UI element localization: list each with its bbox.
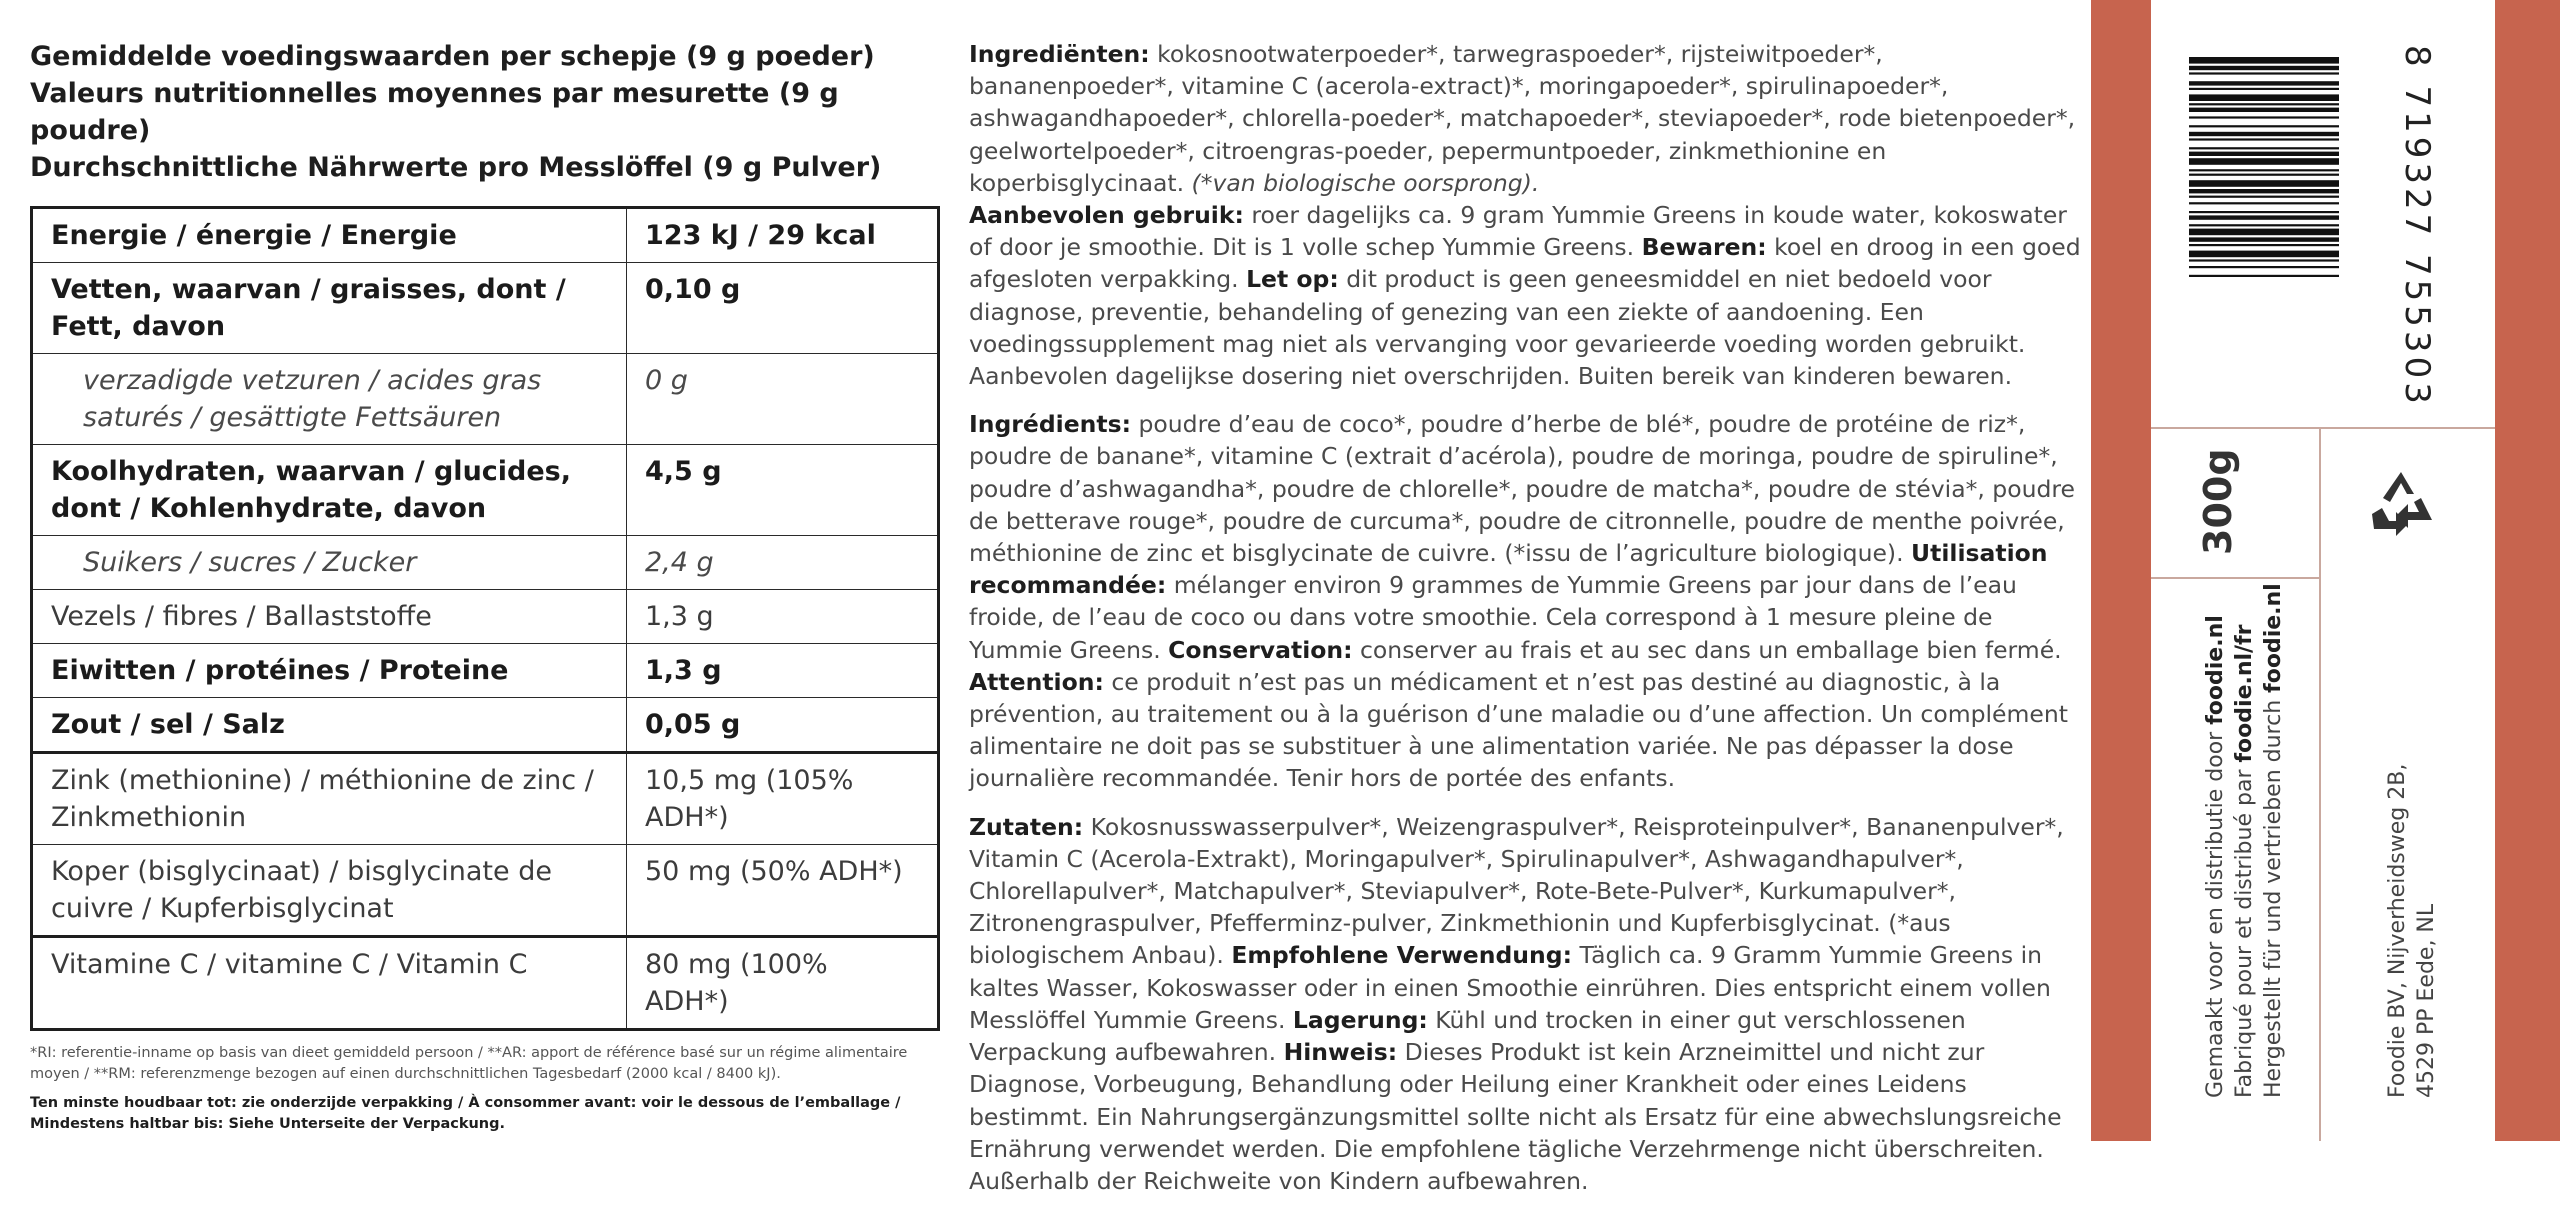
nutrient-label: Suikers / sucres / Zucker: [32, 536, 627, 590]
nutrient-label: verzadigde vetzuren / acides gras saturés / gesättigte Fettsäuren: [32, 354, 627, 445]
distribution-info: [2201, 583, 2288, 1098]
ingredients-label-fr: Ingrédients:: [969, 410, 1131, 439]
barcode-bar: [2189, 215, 2339, 219]
nutrient-value: 1,3 g: [627, 590, 939, 644]
usage-label-nl: Aanbevolen gebruik:: [969, 201, 1244, 230]
distribution-line-de: [2259, 583, 2288, 1098]
brand-name: foodie.nl: [2203, 615, 2228, 725]
best-before-note: Ten minste houdbaar tot: zie onderzijde verpakking / À consommer avant: voir le dessous de l’emballage / Mindestens haltbar bis: Siehe Unterseite der Verpackung.: [30, 1095, 901, 1132]
nutrient-value: 123 kJ / 29 kcal: [627, 208, 939, 263]
warning-label-de: Hinweis:: [1283, 1038, 1398, 1067]
nutrient-label: Zout / sel / Salz: [32, 698, 627, 753]
storage-text-fr: conserver au frais et au sec dans un emballage bien fermé.: [1352, 635, 2062, 664]
ingredients-section: [969, 38, 2081, 1213]
nutrient-value: 1,3 g: [627, 644, 939, 698]
nutrient-label: Vezels / fibres / Ballaststoffe: [32, 590, 627, 644]
barcode-bar: [2189, 103, 2339, 105]
table-row: [32, 536, 939, 590]
ingredients-label-de: Zutaten:: [969, 812, 1084, 841]
company-address: [2383, 764, 2441, 1098]
table-row: [32, 263, 939, 354]
distribution-text: Gemaakt voor en distributie door: [2203, 724, 2228, 1098]
accent-stripe-right: [2495, 0, 2560, 1141]
ingredients-text-nl: kokosnootwaterpoeder*, tarwegraspoeder*, rijsteiwitpoeder*, bananenpoeder*, vitamine C (acerola-extract)*, moringapoeder*, spirulinapoeder*, ashwagandhapoeder*, chlorella-poeder*, matchapoeder*, steviapoeder*, rode bietenpoeder*, geelwortelpoeder*, citroengras-poeder, pepermuntpoeder, zinkmethionine en koperbisglycinaat.: [969, 40, 2076, 197]
storage-label-fr: Conservation:: [1168, 635, 1353, 664]
nutrient-value: 50 mg (50% ADH*): [627, 845, 939, 937]
accent-stripe-left: [2091, 0, 2151, 1141]
barcode-bar: [2189, 196, 2339, 198]
nutrition-table: [30, 206, 940, 1031]
barcode-bar: [2189, 169, 2339, 171]
warning-text-fr: ce produit n’est pas un médicament et n’est pas destiné au diagnostic, à la prévention, au traitement ou à la guérison d’une maladie ou d’une affection. Un complément alimentaire ne doit pas se substituer à une alimentation variée. Ne pas dépasser la dose journalière recommandée. Tenir hors de portée des enfants.: [969, 667, 2068, 793]
warning-label-fr: Attention:: [969, 667, 1104, 696]
table-row: [32, 845, 939, 937]
distribution-text: Hergestellt für und vertrieben durch: [2261, 692, 2286, 1098]
warning-text-nl: dit product is geen geneesmiddel en niet bedoeld voor diagnose, preventie, behandeling of genezing van een ziekte of aandoening. Een voedingssupplement mag niet als vervanging voor gevarieerde voeding worden gebruikt. Aanbevolen dagelijkse dosering niet overschrijden. Buiten bereik van kinderen bewaren.: [969, 265, 2026, 391]
reference-intake-footnote: *RI: referentie-inname op basis van dieet gemiddeld persoon / **AR: apport de référence basé sur un régime alimentaire moyen / **RM: referenzmenge bezogen auf einen durchschnittlichen Tagesbedarf (2000 kcal / 8400 kJ).: [30, 1045, 908, 1082]
address-line-2: 4529 PP Eede, NL: [2414, 903, 2439, 1098]
ingredients-text-fr: poudre d’eau de coco*, poudre d’herbe de blé*, poudre de protéine de riz*, poudre de banane*, vitamine C (extrait d’acérola), poudre de moringa, poudre de spiruline*, poudre d’ashwagandha*, poudre de chlorelle*, poudre de matcha*, poudre de stévia*, poudre de betterave rouge*, poudre de curcuma*, poudre de citronnelle, poudre de menthe poivrée, méthionine de zinc et bisglycinate de cuivre. (*issu de l’agriculture biologique).: [969, 410, 2076, 568]
barcode-bar: [2189, 132, 2339, 136]
table-row: [32, 590, 939, 644]
nutrient-value: 0,05 g: [627, 698, 939, 753]
nutrient-value: 0,10 g: [627, 263, 939, 354]
barcode-bar: [2189, 244, 2339, 246]
table-row: [32, 354, 939, 445]
storage-label-nl: Bewaren:: [1641, 233, 1767, 262]
usage-label-fr: Utilisation recommandée:: [969, 539, 2048, 600]
barcode-bar: [2189, 94, 2339, 101]
barcode-bar: [2189, 224, 2339, 226]
barcode-bar: [2189, 125, 2339, 127]
organic-note-nl: (*van biologische oorsprong).: [1191, 168, 1540, 197]
side-panel: [2151, 0, 2495, 1141]
address-line-1: Foodie BV, Nijverheidsweg 2B,: [2385, 763, 2410, 1098]
ingredients-nl: [969, 38, 2081, 392]
usage-text-de: Täglich ca. 9 Gramm Yummie Greens in kaltes Wasser, Kokoswasser oder in einen Smoothie einrühren. Dies entspricht einem vollen Messlöffel Yummie Greens.: [969, 941, 2051, 1034]
divider: [2319, 428, 2321, 1141]
nutrient-label: Eiwitten / protéines / Proteine: [32, 644, 627, 698]
brand-name: foodie.nl/fr: [2232, 624, 2257, 763]
barcode-bar: [2189, 108, 2339, 112]
net-weight: 300g: [2196, 448, 2240, 555]
barcode-bar: [2189, 174, 2339, 176]
nutrition-heading-de: Durchschnittliche Nährwerte pro Messlöffel (9 g Pulver): [30, 152, 882, 183]
ingredients-label-nl: Ingrediënten:: [969, 40, 1150, 68]
barcode-bar: [2189, 81, 2339, 85]
nutrition-section: [30, 38, 940, 1135]
nutrient-label: Energie / énergie / Energie: [32, 208, 627, 263]
recycle-icon: [2366, 468, 2436, 542]
barcode-bar: [2189, 211, 2339, 213]
nutrient-label: Vitamine C / vitamine C / Vitamin C: [32, 937, 627, 1030]
nutrient-label: Zink (methionine) / méthionine de zinc / Zinkmethionin: [32, 753, 627, 845]
barcode-bar: [2189, 88, 2339, 90]
table-row: [32, 698, 939, 753]
warning-text-de: Dieses Produkt ist kein Arzneimittel und nicht zur Diagnose, Vorbeugung, Behandlung oder Heilung einer Krankheit oder eines Leidens bestimmt. Ein Nahrungsergänzungsmittel sollte nicht als Ersatz für eine abwechslungsreiche Ernährung verwendet werden. Die empfohlene tägliche Verzehrmenge nicht überschreiten. Außerhalb der Reichweite von Kindern aufbewahren.: [969, 1038, 2062, 1195]
barcode-bar: [2189, 189, 2339, 193]
barcode-bar: [2189, 259, 2339, 261]
barcode-bar: [2189, 66, 2339, 70]
ingredients-fr: [969, 408, 2081, 794]
storage-text-de: Kühl und trocken in einer gut verschlossenen Verpackung aufbewahren.: [969, 1005, 1966, 1067]
barcode-bar: [2189, 138, 2339, 140]
nutrient-value: 80 mg (100% ADH*): [627, 937, 939, 1030]
nutrient-value: 10,5 mg (105% ADH*): [627, 753, 939, 845]
barcode-bar: [2189, 180, 2339, 187]
table-row: [32, 937, 939, 1030]
distribution-text: Fabriqué pour et distribué par: [2232, 762, 2257, 1098]
barcode-bar: [2189, 57, 2339, 64]
table-row: [32, 208, 939, 263]
usage-text-nl: roer dagelijks ca. 9 gram Yummie Greens in koude water, kokoswater of door je smoothie. Dit is 1 volle schep Yummie Greens.: [969, 201, 2067, 262]
nutrient-label: Koper (bisglycinaat) / bisglycinate de cuivre / Kupferbisglycinat: [32, 845, 627, 937]
barcode-bar: [2189, 158, 2339, 165]
barcode-number: 8 719327 755303: [2397, 45, 2437, 408]
storage-text-nl: koel en droog in een goed afgesloten verpakking.: [969, 233, 2081, 294]
barcode-bar: [2189, 202, 2339, 204]
nutrient-label: Koolhydraten, waarvan / glucides, dont / Kohlenhydrate, davon: [32, 445, 627, 536]
nutrient-label: Vetten, waarvan / graisses, dont / Fett, davon: [32, 263, 627, 354]
barcode-bar: [2189, 147, 2339, 149]
nutrient-value: 2,4 g: [627, 536, 939, 590]
nutrition-heading-nl: Gemiddelde voedingswaarden per schepje (9 g poeder): [30, 41, 875, 72]
barcode-bar: [2189, 251, 2339, 258]
table-row: [32, 445, 939, 536]
warning-label-nl: Let op:: [1246, 265, 1339, 294]
nutrient-value: 0 g: [627, 354, 939, 445]
usage-label-de: Empfohlene Verwendung:: [1231, 941, 1572, 970]
table-row: [32, 644, 939, 698]
barcode-bar: [2189, 229, 2339, 236]
barcode-bar: [2189, 266, 2339, 268]
usage-text-fr: mélanger environ 9 grammes de Yummie Greens par jour dans de l’eau froide, de l’eau de coco ou dans votre smoothie. Cela correspond à 1 mesure pleine de Yummie Greens.: [969, 571, 2017, 664]
barcode-bar: [2189, 152, 2339, 156]
distribution-line-fr: [2230, 583, 2259, 1098]
ingredients-text-de: Kokosnusswasserpulver*, Weizengraspulver*, Reisproteinpulver*, Bananenpulver*, Vitamin C (Acerola-Extrakt), Moringapulver*, Spirulinapulver*, Ashwagandhapulver*, Chlorellapulver*, Matchapulver*, Steviapulver*, Rote-Bete-Pulver*, Kurkumapulver*, Zitronengraspulver, Pfefferminz-pulver, Zinkmethionin und Kupferbisglycinat. (*aus biologischem Anbau).: [969, 812, 2064, 970]
divider: [2151, 427, 2495, 429]
table-row: [32, 753, 939, 845]
nutrient-value: 4,5 g: [627, 445, 939, 536]
nutrition-heading-fr: Valeurs nutritionnelles moyennes par mesurette (9 g poudre): [30, 78, 839, 146]
brand-name: foodie.nl: [2261, 583, 2286, 693]
barcode: [2189, 55, 2339, 397]
distribution-line-nl: [2201, 583, 2230, 1098]
barcode-bar: [2189, 116, 2339, 118]
barcode-bar: [2189, 72, 2339, 74]
barcode-bar: [2189, 237, 2339, 241]
barcode-bar: [2189, 275, 2339, 277]
storage-label-de: Lagerung:: [1292, 1005, 1428, 1034]
divider: [2151, 577, 2321, 579]
ingredients-de: [969, 811, 2081, 1197]
